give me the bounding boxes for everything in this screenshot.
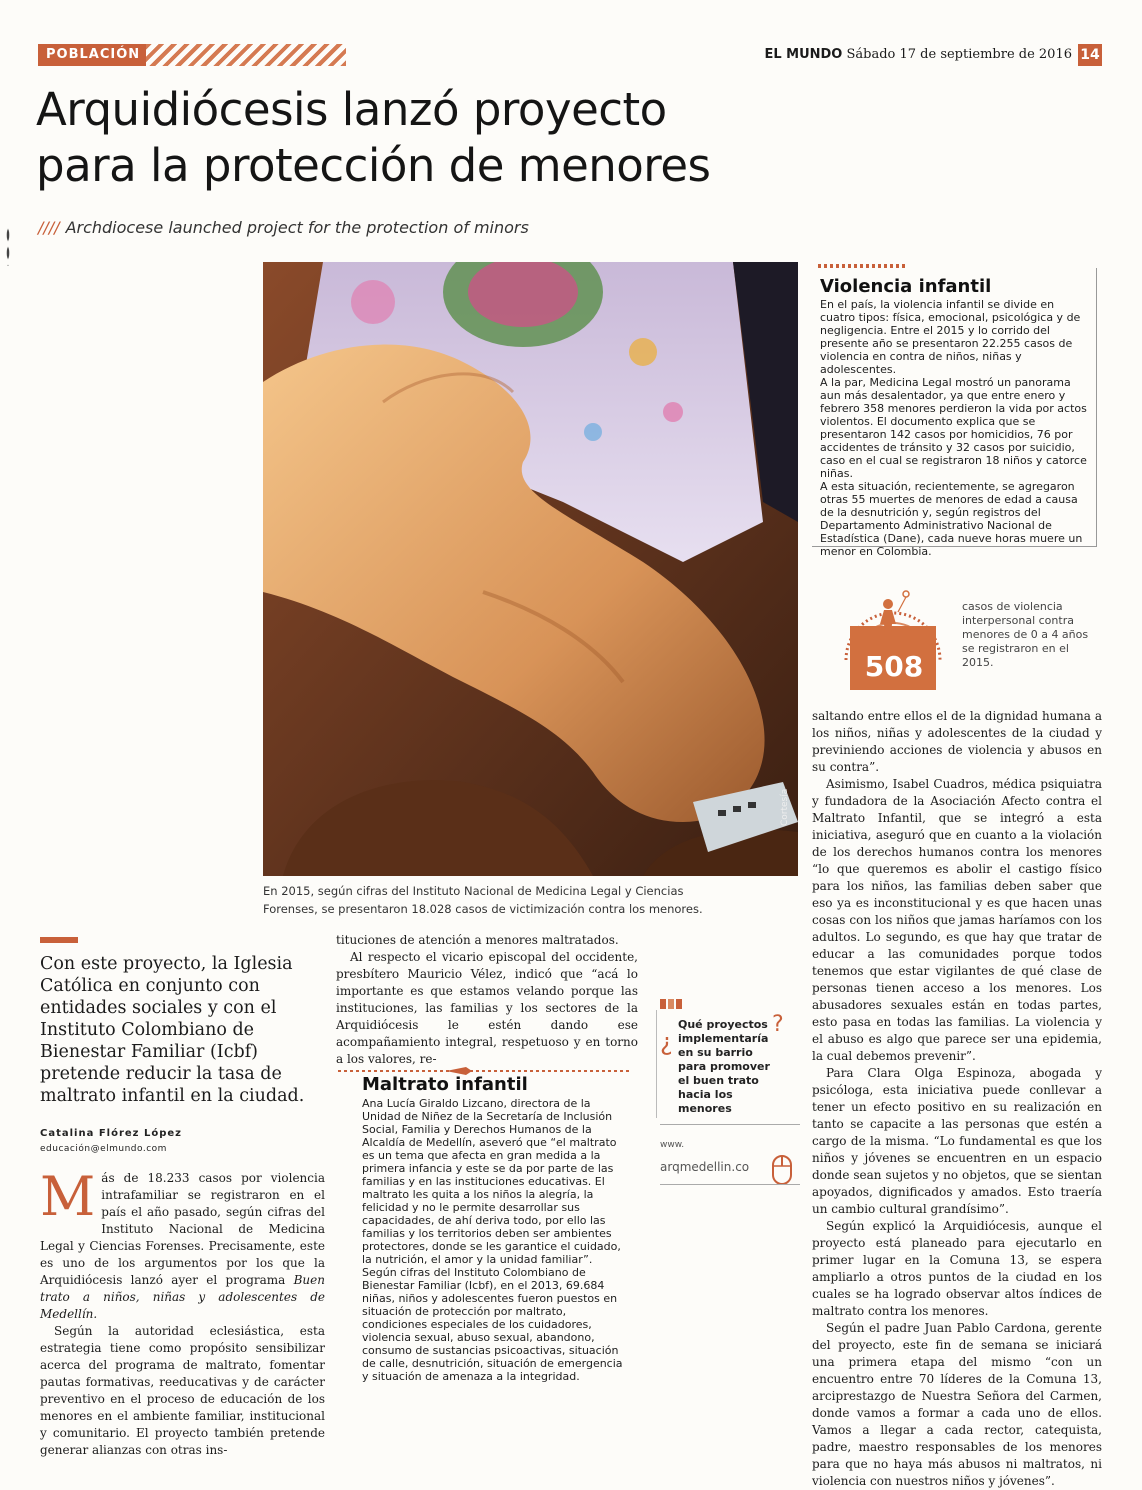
body-paragraph: Para Clara Olga Espinoza, abogada y psicóloga, esta iniciativa puede conllevar a tener un efecto positivo en su realización en tanto se capacite a las personas que estén a cargo de la misma. “Lo fundamental es que los niños y jóvenes se encuentren en un espacio donde sean sujetos y no objetos, que se sientan apoyados, dignificados y amados. Esto traería un cambio cultural grandísimo”. bbox=[812, 1066, 1102, 1216]
body-column-right bbox=[812, 708, 1102, 1490]
subtitle-slashes: //// bbox=[38, 218, 60, 237]
headline bbox=[36, 82, 1106, 194]
question-header-icon bbox=[660, 994, 688, 1004]
box-rule bbox=[338, 1070, 630, 1072]
body-paragraph: tituciones de atención a menores maltratados. bbox=[336, 933, 619, 947]
article-lead: Con este proyecto, la Iglesia Católica en conjunto con entidades sociales y con el Instituto Colombiano de Bienestar Familiar (Icbf) pretende reducir la tasa de maltrato infantil en la ciudad. bbox=[40, 954, 305, 1106]
box-text bbox=[362, 1097, 624, 1383]
body-paragraph bbox=[40, 1165, 325, 1323]
question-divider bbox=[660, 1184, 800, 1185]
box-title: Maltrato infantil bbox=[362, 1074, 528, 1095]
body-paragraph: Al respecto el vicario episcopal del occidente, presbítero Mauricio Vélez, indicó que “acá lo importante es que estamos velando porque las instituciones, las familias y los sectores de la Arquidiócesis le estén dando ese acompañamiento integral, respetuoso y en torno a los valores, re- bbox=[336, 950, 638, 1066]
drop-cap: M bbox=[40, 1165, 96, 1228]
body-paragraph: Según el padre Juan Pablo Cardona, gerente del proyecto, este fin de semana se iniciará una primera etapa del mismo “con un encuentro entre 70 líderes de la Comuna 13, arciprestazgo de Nuestra Señora del Carmen, donde vamos a formar a cada uno de ellos. Vamos a llegar a cada rector, catequista, padre, maestro responsables de los menores para que no haya más abusos ni maltratos, ni violencia con nuestros niños y jóvenes”. bbox=[812, 1321, 1102, 1488]
section-tag: POBLACIÓN bbox=[38, 44, 146, 66]
program-name: Buen trato a niños, niñas y adolescentes de Medellín. bbox=[40, 1273, 325, 1321]
page-number: 14 bbox=[1078, 44, 1102, 66]
body-paragraph: Asimismo, Isabel Cuadros, médica psiquiatra y fundadora de la Asociación Afecto contra el Maltrato Infantil, que se integró a esta iniciativa, aseguró que en cuanto a la violación de los derechos humanos contra los menores “lo que queremos es abolir el castigo físico para los niños, las familias deben saber que eso ya es inconstitucional y es que hacen unas cosas con los niños que jamas haríamos con los adultos. Lo segundo, es que hay que tratar de educar a las comunidades porque todos tenemos que estar vigilantes de qué clase de personas tienen acceso a los menores. Los abusadores sexuales están en todas partes, esto pasa en todas las familias. La violencia y el abuso es algo que parece ser una epidemia, la cual debemos prevenir”. bbox=[812, 777, 1102, 1063]
question-mark-close: ? bbox=[772, 1012, 784, 1037]
newspaper-name: EL MUNDO bbox=[764, 47, 843, 62]
headline-line-1: Arquidiócesis lanzó proyecto bbox=[36, 83, 667, 136]
stat-number: 508 bbox=[864, 650, 924, 683]
section-hatch-decoration bbox=[146, 44, 346, 66]
photo-credit: Cortesía bbox=[780, 788, 790, 826]
sidebar-paragraph: A la par, Medicina Legal mostró un panorama aun más desalentador, ya que entre enero y febrero 358 menores perdieron la vida por actos violentos. El documento explica que se presentaron 142 casos por homicidios, 76 por accidentes de tránsito y 32 casos por suicidio, caso en el cual se registraron 18 niños y catorce niñas. bbox=[820, 376, 1087, 480]
header-info bbox=[700, 44, 1072, 66]
photo-illustration bbox=[263, 262, 798, 876]
article-photo bbox=[263, 262, 798, 876]
stat-text: casos de violencia interpersonal contra menores de 0 a 4 años se registraron en el 2015. bbox=[962, 600, 1089, 669]
body-paragraph-text: ás de 18.233 casos por violencia intrafamiliar se registraron en el país el año pasado, según cifras del Instituto Nacional de Medicina Legal y Ciencias Forenses. Precisamente, este es uno de los argumentos por los que la Arquidiócesis lanzó ayer el programa bbox=[40, 1171, 325, 1287]
body-paragraph: Según la autoridad eclesiástica, esta estrategia tiene como propósito sensibilizar acerca del programa de maltrato, fomentar pautas formativas, reeducativas y de carácter preventivo en el proceso de educación de los menores en el ambiente familiar, institucional y comunitario. El proyecto también pretende generar alianzas con otras ins- bbox=[40, 1324, 325, 1457]
box-paragraph: Según cifras del Instituto Colombiano de Bienestar Familiar (Icbf), en el 2013, 69.684 niñas, niños y adolescentes fueron puestos en situación de protección por maltrato, condiciones especiales de los cuidadores, violencia sexual, abuso sexual, abandono, consumo de sustancias psicoactivas, situación de calle, desnutrición, situación de emergencia y situación de amenaza a la integridad. bbox=[362, 1266, 623, 1383]
question-mark-open: ¿ bbox=[660, 1028, 673, 1056]
box-paragraph: Ana Lucía Giraldo Lizcano, directora de la Unidad de Niñez de la Secretaría de Inclusión Social, Familia y Derechos Humanos de la Alcaldía de Medellín, aseveró que “el maltrato es un tema que afecta en gran medida a la primera infancia y este se da por parte de las familias y en las instituciones educativas. El maltrato les quita a los niños la alegría, la felicidad y no le permite desarrollar sus capacidades, de ahí deriva todo, por ello las familias y los territorios deben ser ambientes protectores, donde se les garantice el cuidado, la nutrición, el amor y la unidad familiar”. bbox=[362, 1097, 621, 1266]
body-paragraph: Según explicó la Arquidiócesis, aunque el proyecto está planeado para ejecutarlo en primer lugar en la Comuna 13, se espera ampliarlo a otros puntos de la ciudad en los cuales se ha logrado observar altos índices de maltrato contra los menores. bbox=[812, 1219, 1102, 1318]
headline-line-2: para la protección de menores bbox=[36, 139, 711, 192]
photo-caption: En 2015, según cifras del Instituto Nacional de Medicina Legal y Ciencias Forenses, se presentaron 18.028 casos de victimización contra los menores. bbox=[263, 884, 703, 916]
web-label: www. bbox=[660, 1140, 685, 1150]
question-text: Qué proyectos implementaría en su barrio para promover el buen trato hacia los menores bbox=[678, 1018, 770, 1115]
sidebar-paragraph: En el país, la violencia infantil se divide en cuatro tipos: física, emocional, psicológica y de negligencia. Entre el 2015 y lo corrido del presente año se presentaron 22.255 casos de violencia en contra de niños, niñas y adolescentes. bbox=[820, 298, 1081, 376]
subtitle-text: Archdiocese launched project for the protection of minors bbox=[65, 218, 529, 237]
web-url[interactable]: arqmedellin.co bbox=[660, 1160, 750, 1174]
body-column-middle bbox=[336, 932, 638, 1068]
lead-rule bbox=[40, 937, 78, 943]
subtitle bbox=[38, 218, 738, 237]
author-name: Catalina Flórez López bbox=[40, 1128, 182, 1139]
issue-date: Sábado 17 de septiembre de 2016 bbox=[846, 47, 1072, 62]
author-email: educación@elmundo.com bbox=[40, 1144, 167, 1154]
body-column-left bbox=[40, 1165, 325, 1459]
margin-dots bbox=[6, 226, 10, 266]
question-divider bbox=[660, 1124, 800, 1125]
sidebar-text bbox=[820, 298, 1092, 558]
sidebar-paragraph: A esta situación, recientemente, se agregaron otras 55 muertes de menores de edad a causa de la desnutrición y, según registros del Departamento Administrativo Nacional de Estadística (Dane), cada nueve horas muere un menor en Colombia. bbox=[820, 480, 1083, 558]
sidebar-title: Violencia infantil bbox=[820, 276, 992, 297]
body-paragraph: saltando entre ellos el de la dignidad humana a los niños, niñas y adolescentes de la ciudad y previniendo acciones de violencia y abusos en su contra”. bbox=[812, 709, 1102, 774]
